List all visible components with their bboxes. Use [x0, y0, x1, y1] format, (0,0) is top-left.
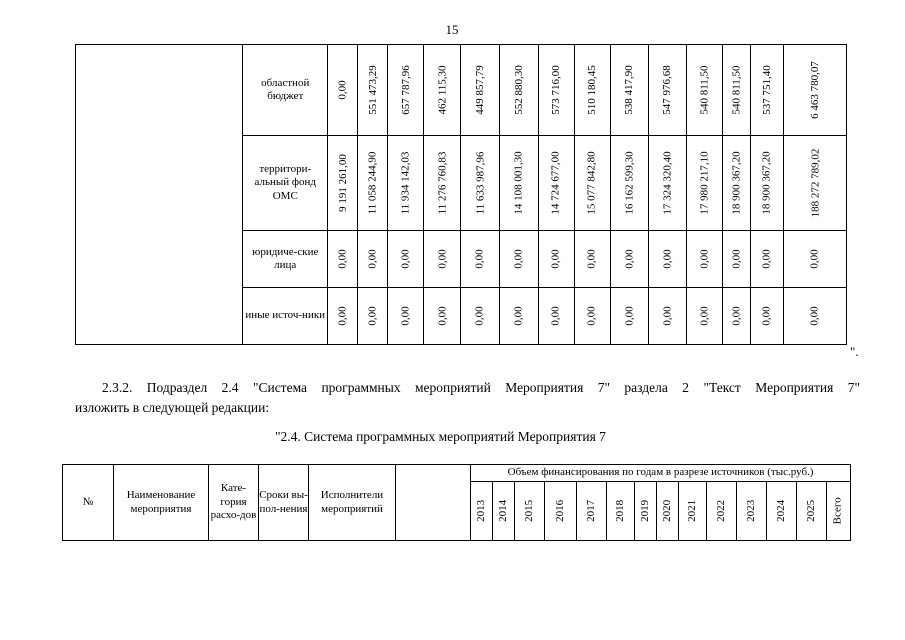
funding-value: 540 811,50	[698, 65, 711, 115]
funding-value-cell	[358, 288, 388, 345]
source-category: территори-альный фонд ОМС	[243, 136, 328, 231]
funding-value: 17 324 320,40	[661, 151, 674, 215]
funding-value-cell	[783, 288, 846, 345]
funding-value: 0,00	[730, 306, 743, 326]
source-category: областной бюджет	[243, 45, 328, 136]
funding-value: 18 900 367,20	[760, 151, 773, 215]
year-label: 2025	[804, 500, 817, 522]
funding-value-cell	[574, 45, 610, 136]
funding-value-cell	[648, 231, 686, 288]
year-header	[515, 482, 545, 541]
funding-value-cell	[424, 231, 461, 288]
funding-value: 0,00	[661, 306, 674, 326]
funding-value: 11 934 142,03	[399, 151, 412, 215]
funding-value: 0,00	[808, 249, 821, 269]
funding-value-cell	[461, 231, 499, 288]
year-header	[493, 482, 515, 541]
funding-value-cell	[388, 136, 424, 231]
funding-value-cell	[461, 288, 499, 345]
funding-value: 0,00	[550, 306, 563, 326]
funding-value-cell	[388, 45, 424, 136]
funding-value-cell	[538, 136, 574, 231]
funding-value: 0,00	[808, 306, 821, 326]
funding-value-cell	[328, 136, 358, 231]
source-category: иные источ-ники	[243, 288, 328, 345]
funding-value: 16 162 599,30	[623, 151, 636, 215]
closing-quote: ".	[850, 344, 859, 359]
header-number: №	[63, 465, 114, 541]
funding-value: 552 880,30	[512, 65, 525, 115]
funding-value: 0,00	[760, 249, 773, 269]
funding-value: 18 900 367,20	[730, 151, 743, 215]
funding-value: 15 077 842,80	[586, 151, 599, 215]
funding-value-cell	[686, 288, 722, 345]
funding-value: 573 716,00	[550, 65, 563, 115]
funding-value: 0,00	[473, 249, 486, 269]
funding-value-cell	[328, 45, 358, 136]
year-header	[767, 482, 797, 541]
funding-value-cell	[610, 136, 648, 231]
funding-value: 0,00	[586, 306, 599, 326]
funding-value: 0,00	[512, 306, 525, 326]
funding-value-cell	[538, 288, 574, 345]
funding-value-cell	[574, 288, 610, 345]
funding-value: 0,00	[730, 249, 743, 269]
funding-value-cell	[750, 231, 783, 288]
funding-value-cell	[610, 45, 648, 136]
funding-value-cell	[750, 136, 783, 231]
year-header	[657, 482, 679, 541]
funding-value-cell	[499, 45, 538, 136]
funding-row	[76, 45, 847, 136]
funding-value-cell	[424, 136, 461, 231]
funding-value-cell	[722, 231, 750, 288]
funding-value-cell	[388, 231, 424, 288]
funding-value: 14 108 001,30	[512, 151, 525, 215]
funding-value-cell	[686, 136, 722, 231]
funding-value: 0,00	[436, 249, 449, 269]
year-label: 2018	[613, 500, 626, 522]
year-header	[545, 482, 577, 541]
funding-value: 449 857,79	[473, 65, 486, 115]
year-label: 2024	[774, 500, 787, 522]
funding-value-cell	[574, 231, 610, 288]
funding-value: 0,00	[586, 249, 599, 269]
header-name: Наименование мероприятия	[114, 465, 209, 541]
header-funding: Объем финансирования по годам в разрезе источников (тыс.руб.)	[471, 465, 851, 482]
year-header	[635, 482, 657, 541]
funding-value: 0,00	[760, 306, 773, 326]
funding-value-cell	[328, 288, 358, 345]
funding-value: 6 463 780,07	[808, 61, 821, 119]
funding-value: 9 191 261,00	[336, 154, 349, 212]
year-label: 2023	[744, 500, 757, 522]
year-label: Всего	[831, 497, 844, 525]
funding-value-cell	[648, 288, 686, 345]
funding-value-cell	[499, 231, 538, 288]
funding-value: 0,00	[336, 306, 349, 326]
source-category: юридиче-ские лица	[243, 231, 328, 288]
funding-table-continuation	[75, 44, 847, 345]
funding-value-cell	[783, 45, 846, 136]
header-blank	[396, 465, 471, 541]
year-label: 2022	[714, 500, 727, 522]
paragraph-line-2: изложить в следующей редакции:	[75, 400, 270, 415]
funding-value: 0,00	[366, 249, 379, 269]
funding-value: 14 724 677,00	[550, 151, 563, 215]
funding-value: 0,00	[623, 306, 636, 326]
funding-value: 0,00	[436, 306, 449, 326]
funding-value: 0,00	[336, 249, 349, 269]
funding-value-cell	[358, 231, 388, 288]
funding-value: 0,00	[399, 249, 412, 269]
funding-value: 551 473,29	[366, 65, 379, 115]
funding-value-cell	[388, 288, 424, 345]
paragraph-line-1: 2.3.2. Подраздел 2.4 "Система программных мероприятий Мероприятия 7" раздела 2 "Текст Мероприятия 7"	[102, 380, 860, 395]
funding-value-cell	[750, 288, 783, 345]
funding-value: 0,00	[512, 249, 525, 269]
year-header	[797, 482, 827, 541]
section-heading: "2.4. Система программных мероприятий Мероприятия 7	[275, 429, 606, 444]
funding-value: 0,00	[399, 306, 412, 326]
funding-value: 0,00	[473, 306, 486, 326]
funding-value-cell	[328, 231, 358, 288]
funding-value-cell	[358, 45, 388, 136]
funding-value-cell	[424, 288, 461, 345]
funding-value: 11 058 244,90	[366, 151, 379, 215]
funding-value: 547 976,68	[661, 65, 674, 115]
funding-value: 17 980 217,10	[698, 151, 711, 215]
funding-value-cell	[783, 231, 846, 288]
funding-value: 0,00	[698, 306, 711, 326]
funding-value-cell	[722, 136, 750, 231]
funding-value-cell	[461, 45, 499, 136]
funding-value-cell	[610, 231, 648, 288]
funding-value: 0,00	[698, 249, 711, 269]
funding-value-cell	[722, 45, 750, 136]
year-label: 2013	[474, 500, 487, 522]
funding-value: 462 115,30	[436, 65, 449, 115]
year-header	[607, 482, 635, 541]
funding-value: 11 276 760,83	[436, 151, 449, 215]
year-header	[707, 482, 737, 541]
year-label: 2019	[638, 500, 651, 522]
funding-value-cell	[574, 136, 610, 231]
funding-value-cell	[648, 45, 686, 136]
year-header	[471, 482, 493, 541]
funding-value: 510 180,45	[586, 65, 599, 115]
funding-value-cell	[783, 136, 846, 231]
funding-value-cell	[538, 45, 574, 136]
funding-value-cell	[648, 136, 686, 231]
funding-value: 0,00	[550, 249, 563, 269]
header-executors: Исполнители мероприятий	[309, 465, 396, 541]
funding-value-cell	[750, 45, 783, 136]
year-label: 2020	[660, 500, 673, 522]
funding-value-cell	[461, 136, 499, 231]
funding-value: 188 272 789,02	[808, 148, 821, 218]
program-activities-table	[62, 464, 851, 541]
funding-value-cell	[686, 45, 722, 136]
funding-value: 0,00	[623, 249, 636, 269]
header-terms: Сроки вы-пол-нения	[259, 465, 309, 541]
funding-value: 0,00	[661, 249, 674, 269]
year-header	[679, 482, 707, 541]
year-label: 2016	[553, 500, 566, 522]
funding-value-cell	[424, 45, 461, 136]
funding-value: 11 633 987,96	[473, 151, 486, 215]
blank-cell	[76, 45, 243, 345]
header-category: Кате-гория расхо-дов	[209, 465, 259, 541]
year-header	[577, 482, 607, 541]
page-number: 15	[445, 22, 459, 37]
year-header	[737, 482, 767, 541]
funding-value-cell	[686, 231, 722, 288]
funding-value-cell	[358, 136, 388, 231]
funding-value-cell	[499, 136, 538, 231]
year-label: 2014	[496, 500, 509, 522]
funding-value: 657 787,96	[399, 65, 412, 115]
year-label: 2017	[584, 500, 597, 522]
funding-value: 537 751,40	[760, 65, 773, 115]
year-label: 2015	[522, 500, 535, 522]
funding-value: 0,00	[366, 306, 379, 326]
funding-value: 0,00	[336, 80, 349, 100]
funding-value: 540 811,50	[730, 65, 743, 115]
funding-value-cell	[610, 288, 648, 345]
funding-value-cell	[538, 231, 574, 288]
funding-value-cell	[722, 288, 750, 345]
funding-value: 538 417,90	[623, 65, 636, 115]
year-label: 2021	[685, 500, 698, 522]
year-header	[827, 482, 851, 541]
funding-value-cell	[499, 288, 538, 345]
